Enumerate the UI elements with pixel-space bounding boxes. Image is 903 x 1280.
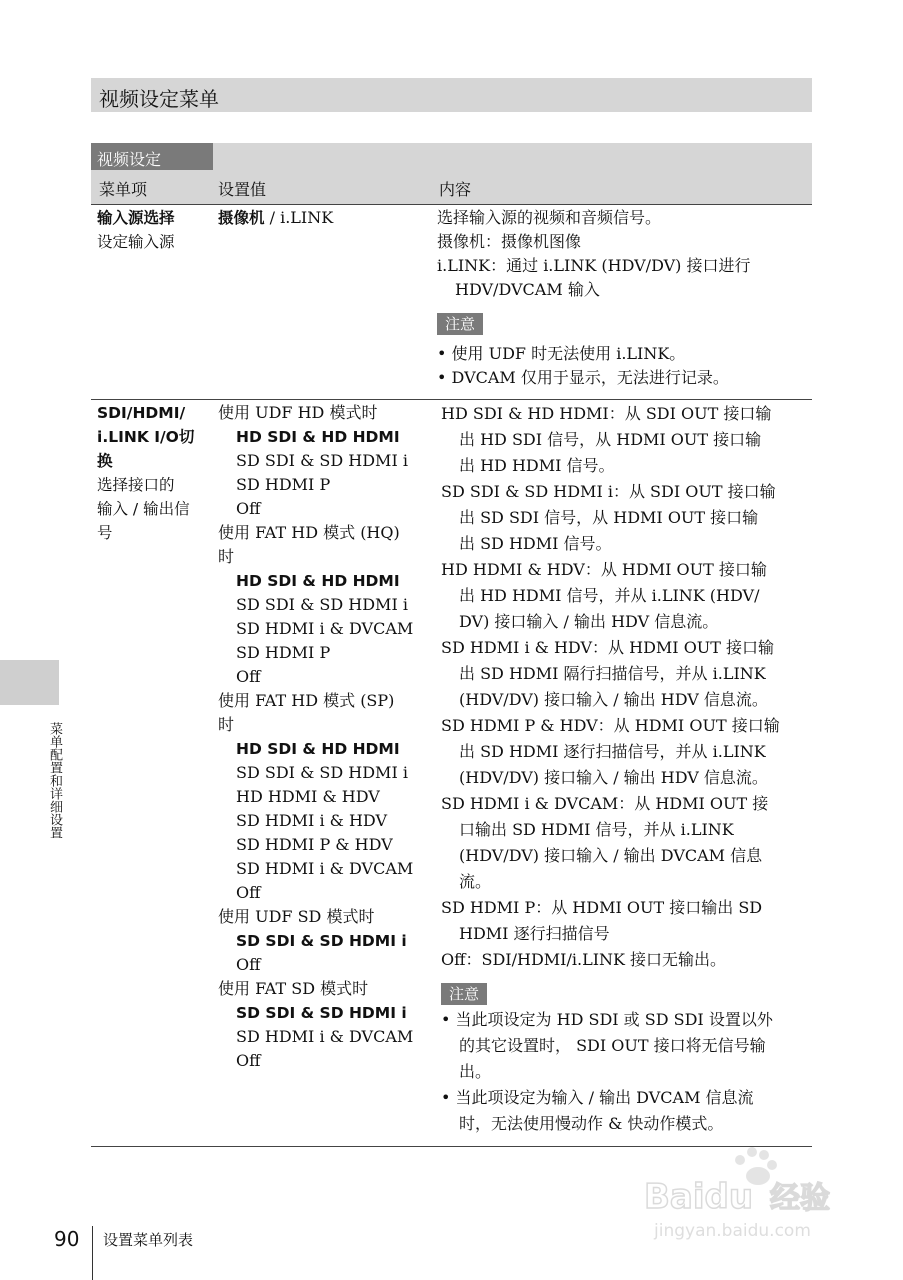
row2-values	[218, 401, 433, 1073]
header-rule	[91, 204, 812, 205]
row1-item	[97, 206, 212, 254]
row2-content-line: 出 HD SDI 信号，从 HDMI OUT 接口输	[459, 430, 762, 449]
row2-content-line: 出 SD SDI 信号，从 HDMI OUT 接口输	[459, 508, 759, 527]
value-option-default: HD SDI & HD HDMI	[236, 428, 400, 446]
value-option: Off	[236, 667, 261, 686]
row2-content-line: 口输出 SD HDMI 信号，并从 i.LINK	[459, 820, 734, 839]
watermark-url: jingyan.baidu.com	[654, 1221, 811, 1241]
row2-content-line: Off：SDI/HDMI/i.LINK 接口无输出。	[441, 950, 727, 969]
side-tab	[0, 660, 59, 705]
row2-item-desc: 号	[97, 524, 113, 542]
row2-content-line: 出 HD HDMI 信号。	[459, 456, 615, 475]
value-group-label: 使用 UDF HD 模式时	[218, 403, 378, 422]
value-option-default: HD SDI & HD HDMI	[236, 740, 400, 758]
row2-note-badge: 注意	[441, 983, 487, 1005]
value-option: HD HDMI & HDV	[236, 787, 380, 806]
row1-value-rest: / i.LINK	[264, 208, 334, 227]
watermark-brand-cn: 经验	[770, 1181, 830, 1216]
section-title-bar	[91, 78, 812, 112]
row2-content-line: (HDV/DV) 接口输入 / 输出 HDV 信息流。	[459, 690, 768, 709]
value-option: SD HDMI P	[236, 643, 331, 662]
row2-content-line: 出 SD HDMI 隔行扫描信号，并从 i.LINK	[459, 664, 766, 683]
row2-note-line: 时，无法使用慢动作 & 快动作模式。	[459, 1114, 724, 1133]
side-label: 菜单配置和详细设置	[47, 722, 62, 839]
row2-content-line: SD HDMI i & HDV：从 HDMI OUT 接口输	[441, 638, 775, 657]
row2-item-desc: 选择接口的	[97, 476, 175, 494]
value-option-default: SD SDI & SD HDMI i	[236, 932, 407, 950]
row2-note-line: • 当此项设定为 HD SDI 或 SD SDI 设置以外	[441, 1010, 773, 1029]
baidu-watermark-logo	[640, 1140, 860, 1250]
value-group-label: 时	[218, 715, 235, 734]
row1-content-line: 摄像机：摄像机图像	[437, 232, 582, 251]
watermark-brand: Baidu	[644, 1177, 754, 1217]
row2-content-line: 出 SD HDMI 信号。	[459, 534, 612, 553]
value-group-label: 使用 UDF SD 模式时	[218, 907, 375, 926]
row2-content	[441, 401, 811, 1137]
col-head-item: 菜单项	[99, 180, 148, 199]
value-option: SD HDMI i & DVCAM	[236, 859, 414, 878]
page-number: 90	[54, 1227, 80, 1251]
row2-content-line: SD HDMI P：从 HDMI OUT 接口输出 SD	[441, 898, 763, 917]
row1-note-line: • 使用 UDF 时无法使用 i.LINK。	[437, 344, 686, 363]
value-option: SD HDMI i & DVCAM	[236, 1027, 414, 1046]
row2-content-line: 出 SD HDMI 逐行扫描信号，并从 i.LINK	[459, 742, 766, 761]
table-header	[91, 143, 812, 204]
row2-content-line: 流。	[459, 872, 492, 891]
value-option: SD HDMI i & DVCAM	[236, 619, 414, 638]
value-option: SD SDI & SD HDMI i	[236, 763, 408, 782]
value-option: Off	[236, 499, 261, 518]
footer-divider	[92, 1226, 93, 1280]
row2-content-line: 出 HD HDMI 信号，并从 i.LINK (HDV/	[459, 586, 760, 605]
row2-note-line: 的其它设置时， SDI OUT 接口将无信号输	[459, 1036, 766, 1055]
value-option-default: SD SDI & SD HDMI i	[236, 1004, 407, 1022]
section-title: 视频设定菜单	[99, 87, 219, 111]
value-option: SD SDI & SD HDMI i	[236, 451, 408, 470]
row2-content-line: SD HDMI i & DVCAM：从 HDMI OUT 接	[441, 794, 769, 813]
row1-rule	[91, 399, 812, 400]
row1-note-line: • DVCAM 仅用于显示，无法进行记录。	[437, 368, 729, 387]
row2-content-line: (HDV/DV) 接口输入 / 输出 HDV 信息流。	[459, 768, 768, 787]
row1-item-title: 输入源选择	[97, 209, 175, 227]
col-head-value: 设置值	[218, 180, 267, 199]
value-option: SD HDMI P & HDV	[236, 835, 393, 854]
value-option-default: HD SDI & HD HDMI	[236, 572, 400, 590]
row2-item	[97, 401, 212, 545]
value-group-label: 使用 FAT SD 模式时	[218, 979, 369, 998]
row2-item-title: 换	[97, 452, 113, 470]
row2-item-desc: 输入 / 输出信	[97, 500, 190, 518]
value-group-label: 时	[218, 547, 235, 566]
row1-content-line: i.LINK：通过 i.LINK (HDV/DV) 接口进行	[437, 256, 751, 275]
row1-content-line: HDV/DVCAM 输入	[455, 280, 600, 299]
value-option: Off	[236, 955, 261, 974]
row2-item-title: SDI/HDMI/	[97, 404, 186, 422]
row2-note-line: • 当此项设定为输入 / 输出 DVCAM 信息流	[441, 1088, 754, 1107]
footer-text: 设置菜单列表	[103, 1231, 194, 1249]
value-group-label: 使用 FAT HD 模式 (SP)	[218, 691, 395, 710]
value-option: Off	[236, 1051, 261, 1070]
row2-content-line: DV) 接口输入 / 输出 HDV 信息流。	[459, 612, 719, 631]
col-head-content: 内容	[439, 180, 472, 199]
row2-content-line: SD HDMI P & HDV：从 HDMI OUT 接口输	[441, 716, 780, 735]
row1-note-badge: 注意	[437, 313, 483, 335]
row1-value	[218, 206, 428, 230]
value-option: SD HDMI P	[236, 475, 331, 494]
row1-content-line: 选择输入源的视频和音频信号。	[437, 208, 662, 227]
row2-item-title: i.LINK I/O切	[97, 428, 195, 446]
value-option: Off	[236, 883, 261, 902]
value-option: SD HDMI i & HDV	[236, 811, 388, 830]
row2-content-line: SD SDI & SD HDMI i：从 SDI OUT 接口输	[441, 482, 776, 501]
value-group-label: 使用 FAT HD 模式 (HQ)	[218, 523, 400, 542]
row2-content-line: HDMI 逐行扫描信号	[459, 924, 610, 943]
row1-content	[437, 206, 809, 390]
table-tab-label	[91, 143, 213, 170]
row1-item-desc: 设定输入源	[97, 233, 175, 251]
row2-content-line: HD HDMI & HDV：从 HDMI OUT 接口输	[441, 560, 767, 579]
value-option: SD SDI & SD HDMI i	[236, 595, 408, 614]
row1-value-bold: 摄像机	[218, 209, 265, 227]
row2-note-line: 出。	[459, 1062, 492, 1081]
row2-content-line: HD SDI & HD HDMI：从 SDI OUT 接口输	[441, 404, 772, 423]
row2-content-line: (HDV/DV) 接口输入 / 输出 DVCAM 信息	[459, 846, 763, 865]
table-tab-text: 视频设定	[97, 150, 162, 169]
